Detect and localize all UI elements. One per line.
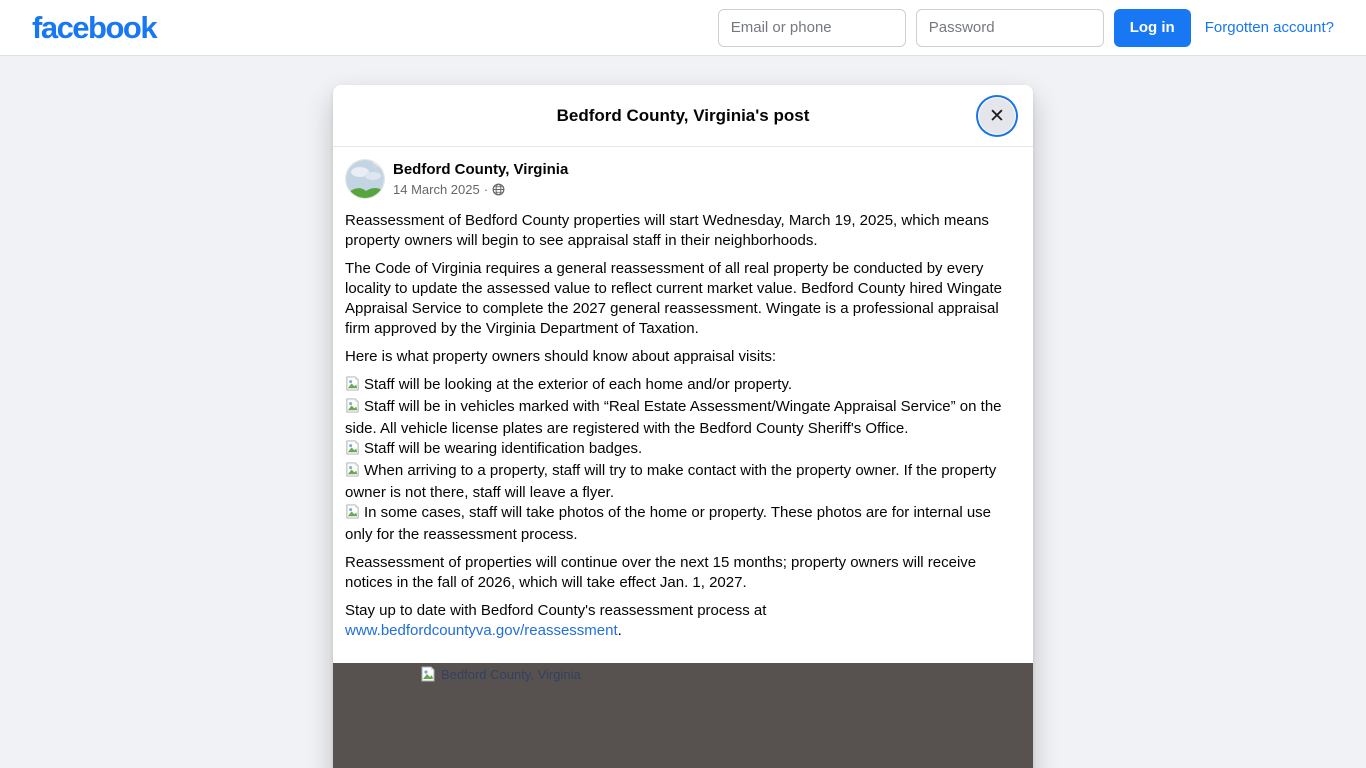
post-modal-header (333, 85, 1033, 147)
broken-image-icon (345, 440, 360, 461)
avatar[interactable] (345, 159, 385, 199)
post-text (345, 211, 1019, 641)
stay-up-text: Stay up to date with Bedford County's reassessment process at (345, 602, 767, 619)
post-date[interactable]: 14 March 2025 (393, 182, 480, 197)
post-content (333, 147, 1033, 663)
list-item-text: When arriving to a property, staff will try to make contact with the property owner. If the property owner is not there, staff will leave a flyer. (345, 462, 997, 501)
facebook-logo[interactable]: facebook (32, 10, 157, 45)
post-paragraph: Reassessment of Bedford County properties will start Wednesday, March 19, 2025, which means property owners will begin to see appraisal staff in their neighborhoods. (345, 212, 989, 249)
broken-image-placeholder (420, 666, 1033, 682)
avatar-landscape-image (346, 160, 385, 199)
link-suffix: . (617, 622, 622, 639)
broken-image-icon (345, 376, 360, 397)
reassessment-link[interactable]: www.bedfordcountyva.gov/reassessment (345, 622, 618, 639)
list-item (345, 503, 1019, 545)
post-paragraph-with-link (345, 601, 1019, 641)
close-button[interactable] (979, 98, 1015, 134)
post-paragraph: Reassessment of properties will continue over the next 15 months; property owners will receive notices in the fall of 2026, which will take effect Jan. 1, 2027. (345, 554, 977, 591)
post-paragraph: The Code of Virginia requires a general reassessment of all real property be conducted by every locality to update the assessed value to reflect current market value. Bedford County hired Wingate Appraisal Service to complete the 2027 general reassessment. Wingate is a professional appraisal firm approved by the Virginia Department of Taxation. (345, 260, 1003, 337)
post-modal-title: Bedford County, Virginia's post (556, 105, 810, 125)
list-item (345, 439, 1019, 461)
author-block (393, 160, 568, 198)
post-author-header (345, 159, 1019, 199)
list-item (345, 397, 1019, 439)
facebook-header (0, 0, 1366, 56)
post-attached-image[interactable] (333, 663, 1033, 768)
list-item-text: Staff will be wearing identification badges. (364, 440, 643, 457)
broken-image-icon (345, 398, 360, 419)
broken-image-icon (420, 666, 436, 682)
globe-icon (492, 183, 505, 196)
email-field[interactable] (718, 9, 906, 47)
list-item-text: Staff will be looking at the exterior of each home and/or property. (364, 376, 793, 393)
appraisal-visit-list (345, 375, 1019, 545)
post-modal (333, 85, 1033, 768)
list-item-text: In some cases, staff will take photos of the home or property. These photos are for internal use only for the reassessment process. (345, 504, 992, 543)
broken-image-icon (345, 504, 360, 525)
image-alt-text: Bedford County, Virginia (441, 666, 581, 682)
login-button[interactable]: Log in (1114, 9, 1191, 47)
list-item-text: Staff will be in vehicles marked with “Real Estate Assessment/Wingate Appraisal Service” on the side. All vehicle license plates are registered with the Bedford County Sheriff's Office. (345, 398, 1002, 437)
password-field[interactable] (916, 9, 1104, 47)
login-form (718, 9, 1334, 47)
author-name[interactable]: Bedford County, Virginia (393, 161, 569, 178)
meta-separator: · (483, 182, 489, 197)
forgotten-account-link[interactable]: Forgotten account? (1204, 19, 1334, 36)
list-item (345, 461, 1019, 503)
broken-image-icon (345, 462, 360, 483)
post-paragraph: Here is what property owners should know about appraisal visits: (345, 348, 777, 365)
close-icon: ✕ (989, 105, 1005, 127)
list-item (345, 375, 1019, 397)
post-meta (393, 181, 568, 198)
